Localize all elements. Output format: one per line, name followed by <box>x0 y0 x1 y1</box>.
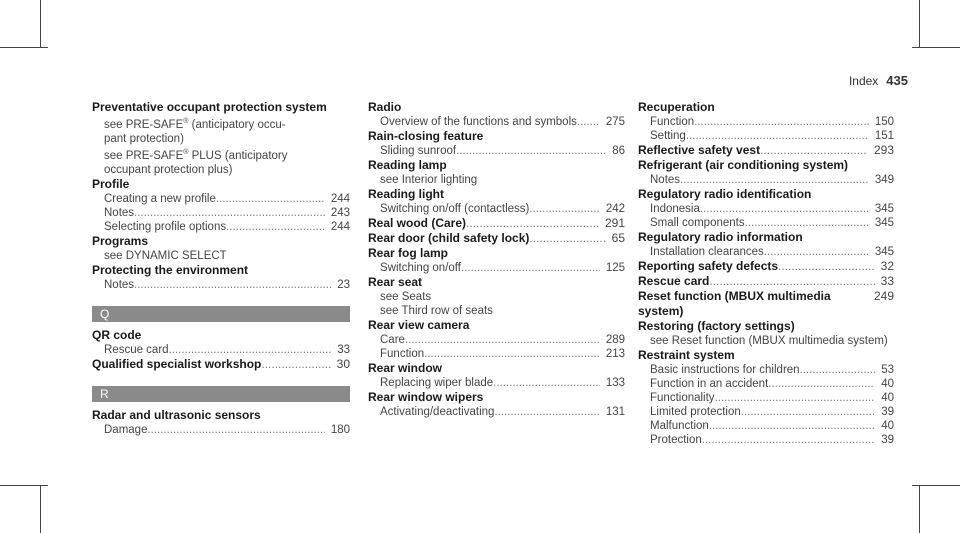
index-subentry[interactable] <box>368 304 625 318</box>
index-entry <box>368 390 625 419</box>
index-subentry[interactable] <box>92 423 350 437</box>
index-column-1 <box>92 100 350 437</box>
entry-title-text: Regulatory radio identification <box>638 187 812 201</box>
page-number: 435 <box>886 73 908 88</box>
index-entry-title[interactable] <box>638 100 894 115</box>
leader-dots <box>456 144 606 158</box>
leader-dots <box>529 231 605 246</box>
subentry-text: occupant protection plus) <box>104 163 233 176</box>
index-subentry[interactable] <box>638 405 894 419</box>
index-entry-title[interactable] <box>92 100 350 115</box>
page-reference[interactable]: 133 <box>605 377 625 389</box>
page-reference[interactable]: 289 <box>605 334 625 346</box>
index-entry-title[interactable] <box>92 263 350 278</box>
leader-dots <box>134 206 325 220</box>
page-reference[interactable]: 151 <box>874 130 894 142</box>
page-reference[interactable]: 349 <box>874 174 894 186</box>
leader-dots <box>529 202 599 216</box>
subentry-text: Activating/deactivating <box>380 406 495 418</box>
page-reference[interactable]: 150 <box>874 116 894 128</box>
entry-title-text: Refrigerant (air conditioning system) <box>638 158 849 172</box>
index-entry <box>368 361 625 390</box>
entry-title-text: Profile <box>92 176 130 191</box>
page-reference[interactable]: 39 <box>881 406 894 418</box>
index-entry <box>92 328 350 357</box>
subentry-text: Notes <box>104 278 135 291</box>
index-subentry[interactable] <box>92 249 350 263</box>
subentry-text: Notes <box>104 206 135 219</box>
index-entry <box>638 319 894 348</box>
subentry-text: Function <box>380 348 425 360</box>
index-entry-title[interactable] <box>368 246 625 261</box>
index-entry <box>92 234 350 263</box>
subentry-text: see Seats <box>380 291 432 303</box>
index-entry-title[interactable] <box>638 187 894 202</box>
index-subentry[interactable] <box>638 202 894 216</box>
subentry-text: see PRE-SAFE® PLUS (anticipatory <box>104 148 288 162</box>
index-entry-title[interactable] <box>638 319 894 334</box>
index-subentry[interactable] <box>638 115 894 129</box>
index-entry-title[interactable] <box>92 328 350 343</box>
index-entry-title[interactable] <box>368 187 625 202</box>
crop-mark <box>0 485 48 486</box>
subentry-text: Overview of the functions and symbols <box>380 116 577 128</box>
index-entry <box>92 357 350 372</box>
crop-mark <box>40 0 41 48</box>
index-subentry[interactable] <box>92 278 350 292</box>
index-subentry[interactable] <box>638 377 894 391</box>
page-reference[interactable]: 30 <box>336 356 350 371</box>
index-entry <box>92 177 350 234</box>
subentry-text: Small components <box>650 217 745 229</box>
index-subentry[interactable] <box>638 419 894 433</box>
page-reference[interactable]: 33 <box>880 274 894 288</box>
index-subentry[interactable] <box>638 391 894 405</box>
entry-title-text: Rear door (child safety lock) <box>368 231 530 245</box>
index-subentry[interactable] <box>368 261 625 275</box>
index-entry-title[interactable] <box>638 230 894 245</box>
index-subentry[interactable] <box>368 202 625 216</box>
leader-dots <box>745 216 869 230</box>
page-reference[interactable]: 125 <box>605 262 625 274</box>
index-entry <box>638 158 894 187</box>
crop-mark <box>912 47 960 48</box>
leader-dots <box>405 333 600 347</box>
index-entry-title[interactable] <box>368 275 625 290</box>
entry-title-text: Rear window wipers <box>368 390 484 404</box>
index-entry <box>92 408 350 437</box>
subentry-text: Installation clearances <box>650 246 764 258</box>
page-reference[interactable]: 180 <box>330 423 350 436</box>
crop-mark <box>912 485 960 486</box>
index-entry <box>368 231 625 246</box>
index-entry-title[interactable] <box>638 274 894 289</box>
entry-title-text: Regulatory radio information <box>638 230 803 244</box>
index-entry-title[interactable] <box>638 259 894 274</box>
index-entry <box>368 129 625 158</box>
leader-dots <box>702 433 875 447</box>
index-entry <box>368 275 625 318</box>
subentry-text: Rescue card <box>104 343 169 356</box>
entry-title-text: Rear seat <box>368 275 423 289</box>
page-reference[interactable]: 213 <box>605 348 625 360</box>
entry-title-text: Preventative occupant protection system <box>92 100 327 114</box>
index-entry <box>638 289 894 319</box>
index-subentry[interactable] <box>92 206 350 220</box>
entry-title-text: Reading lamp <box>368 158 447 172</box>
leader-dots <box>261 357 330 372</box>
index-subentry[interactable] <box>368 333 625 347</box>
leader-dots <box>226 220 325 234</box>
subentry-text: Indonesia <box>650 203 700 215</box>
crop-mark <box>40 485 41 533</box>
index-entry-title[interactable] <box>92 357 350 372</box>
crop-mark <box>919 485 920 533</box>
leader-dots <box>709 419 875 433</box>
page-reference[interactable]: 23 <box>337 278 350 291</box>
subentry-text: Sliding sunroof <box>380 145 457 157</box>
leader-dots <box>424 347 600 361</box>
index-entry <box>92 263 350 292</box>
subentry-text: Basic instructions for children <box>650 364 800 376</box>
entry-title-text: Radio <box>368 100 402 114</box>
entry-title-text: Reading light <box>368 187 444 201</box>
index-entry-title[interactable] <box>368 129 625 144</box>
subentry-text: Damage <box>104 423 148 436</box>
page-reference[interactable]: 243 <box>330 206 350 219</box>
subentry-text: see Interior lighting <box>380 174 478 186</box>
index-entry-title[interactable] <box>368 231 625 246</box>
page-reference[interactable]: 39 <box>881 434 894 446</box>
index-column-2 <box>368 100 625 419</box>
index-entry-title[interactable] <box>638 143 894 158</box>
subentry-text: pant protection) <box>104 132 184 145</box>
leader-dots <box>700 202 869 216</box>
index-entry <box>638 348 894 447</box>
index-subentry[interactable] <box>638 216 894 230</box>
subentry-text: see Reset function (MBUX multimedia system) <box>650 335 888 347</box>
page-reference[interactable]: 293 <box>873 143 894 157</box>
index-entry-title[interactable] <box>92 234 350 249</box>
entry-title-text: QR code <box>92 327 142 342</box>
index-entry <box>368 318 625 361</box>
index-entry-title[interactable] <box>368 390 625 405</box>
entry-title-text: Rear view camera <box>368 318 470 332</box>
index-subentry[interactable] <box>638 334 894 348</box>
page-reference[interactable]: 345 <box>874 217 894 229</box>
subentry-text: Function <box>650 116 695 128</box>
page-reference[interactable]: 32 <box>880 259 894 273</box>
page-reference[interactable]: 345 <box>874 203 894 215</box>
page-reference[interactable]: 249 <box>873 289 894 303</box>
index-subentry[interactable] <box>638 433 894 447</box>
leader-dots <box>461 261 600 275</box>
page-reference[interactable]: 275 <box>605 116 625 128</box>
leader-dots <box>715 391 876 405</box>
leader-dots <box>768 377 875 391</box>
leader-dots <box>466 216 599 231</box>
index-entry <box>638 274 894 289</box>
entry-title-text: Real wood (Care) <box>368 216 467 230</box>
index-entry <box>638 187 894 230</box>
index-subentry[interactable] <box>92 146 350 163</box>
entry-title-text: Reset function (MBUX multimedia system) <box>638 289 831 318</box>
index-subentry[interactable] <box>368 173 625 187</box>
subentry-text: see DYNAMIC SELECT <box>104 249 227 262</box>
leader-dots <box>216 192 325 206</box>
leader-dots <box>709 274 874 289</box>
index-subentry[interactable] <box>368 347 625 361</box>
index-subentry[interactable] <box>638 363 894 377</box>
index-entry <box>92 100 350 177</box>
index-subentry[interactable] <box>638 129 894 143</box>
page-reference[interactable]: 33 <box>337 343 350 356</box>
page-header <box>849 73 908 88</box>
page-reference[interactable]: 345 <box>874 246 894 258</box>
index-entry-title[interactable] <box>92 408 350 423</box>
index-entry-title[interactable] <box>368 318 625 333</box>
subentry-text: Switching on/off (contactless) <box>380 203 530 215</box>
entry-title-text: Protecting the environment <box>92 262 249 277</box>
page-reference[interactable]: 40 <box>881 420 894 432</box>
index-entry-title[interactable] <box>92 177 350 192</box>
index-subentry[interactable] <box>92 163 350 177</box>
index-entry-title[interactable] <box>368 100 625 115</box>
index-entry <box>368 246 625 275</box>
entry-title-text: Reflective safety vest <box>638 143 761 157</box>
entry-title-text: Rain-closing feature <box>368 129 484 143</box>
subentry-text: Replacing wiper blade <box>380 377 494 389</box>
page-reference[interactable]: 244 <box>330 192 350 205</box>
section-header-q: Q <box>92 306 350 322</box>
index-entry-title[interactable] <box>638 158 894 173</box>
page-reference[interactable]: 242 <box>605 203 625 215</box>
subentry-text: see Third row of seats <box>380 305 493 317</box>
index-subentry[interactable] <box>638 173 894 187</box>
page-reference[interactable]: 40 <box>881 392 894 404</box>
index-subentry[interactable] <box>368 290 625 304</box>
leader-dots <box>686 129 869 143</box>
index-entry <box>638 143 894 158</box>
leader-dots <box>134 278 331 292</box>
leader-dots <box>760 143 868 158</box>
index-subentry[interactable] <box>638 245 894 259</box>
index-entry <box>368 158 625 187</box>
index-entry <box>368 216 625 231</box>
entry-title-text: Rescue card <box>638 274 710 288</box>
leader-dots <box>147 423 324 437</box>
index-subentry[interactable] <box>92 220 350 234</box>
subentry-text: Limited protection <box>650 406 741 418</box>
leader-dots <box>494 405 599 419</box>
leader-dots <box>694 115 869 129</box>
leader-dots <box>493 376 600 390</box>
page-reference[interactable]: 291 <box>604 216 625 230</box>
subentry-text: Setting <box>650 130 686 142</box>
subentry-text: Care <box>380 334 405 346</box>
entry-title-text: Programs <box>92 233 149 248</box>
subentry-text: Protection <box>650 434 702 446</box>
index-subentry[interactable] <box>92 192 350 206</box>
index-subentry[interactable] <box>368 144 625 158</box>
page-reference[interactable]: 244 <box>330 220 350 233</box>
entry-title-text: Restraint system <box>638 348 735 362</box>
subentry-text: Function in an accident <box>650 378 769 390</box>
subentry-text: Notes <box>650 174 681 186</box>
header-label: Index <box>848 74 879 88</box>
page-reference[interactable]: 40 <box>881 378 894 390</box>
leader-dots <box>800 363 876 377</box>
index-subentry[interactable] <box>92 132 350 146</box>
index-entry-title[interactable] <box>368 216 625 231</box>
index-entry <box>368 100 625 129</box>
index-entry <box>638 259 894 274</box>
page-reference[interactable]: 65 <box>611 231 625 245</box>
section-header-r: R <box>92 386 350 402</box>
leader-dots <box>680 173 869 187</box>
entry-title-text: Reporting safety defects <box>638 259 779 273</box>
crop-mark <box>919 0 920 48</box>
index-entry <box>638 100 894 143</box>
index-entry-title[interactable] <box>368 361 625 376</box>
crop-mark <box>0 47 48 48</box>
entry-title-text: Rear window <box>368 361 443 375</box>
subentry-text: Selecting profile options <box>104 220 227 233</box>
index-subentry[interactable] <box>368 405 625 419</box>
index-entry <box>368 187 625 216</box>
page-reference[interactable]: 53 <box>881 364 894 376</box>
leader-dots <box>169 343 332 357</box>
leader-dots <box>741 405 875 419</box>
leader-dots <box>778 259 875 274</box>
entry-title-text: Qualified specialist workshop <box>92 356 262 371</box>
subentry-text: Malfunction <box>650 420 709 432</box>
index-entry-title[interactable] <box>638 348 894 363</box>
leader-dots <box>577 115 600 129</box>
subentry-text: Creating a new profile <box>104 192 216 205</box>
page-reference[interactable]: 86 <box>612 145 625 157</box>
leader-dots <box>764 245 869 259</box>
entry-title-text: Rear fog lamp <box>368 246 449 260</box>
entry-title-text: Radar and ultrasonic sensors <box>92 407 261 422</box>
entry-title-text: Restoring (factory settings) <box>638 319 795 333</box>
index-entry <box>638 230 894 259</box>
index-entry-title[interactable] <box>368 158 625 173</box>
index-subentry[interactable] <box>92 115 350 132</box>
entry-title-text: Recuperation <box>638 100 715 114</box>
index-subentry[interactable] <box>92 343 350 357</box>
subentry-text: see PRE-SAFE® (anticipatory occu- <box>104 118 286 131</box>
index-subentry[interactable] <box>368 376 625 390</box>
page-reference[interactable]: 131 <box>605 406 625 418</box>
index-column-3 <box>638 100 894 447</box>
index-entry-title[interactable] <box>638 289 894 319</box>
index-subentry[interactable] <box>368 115 625 129</box>
subentry-text: Functionality <box>650 392 715 404</box>
subentry-text: Switching on/off <box>380 262 461 274</box>
